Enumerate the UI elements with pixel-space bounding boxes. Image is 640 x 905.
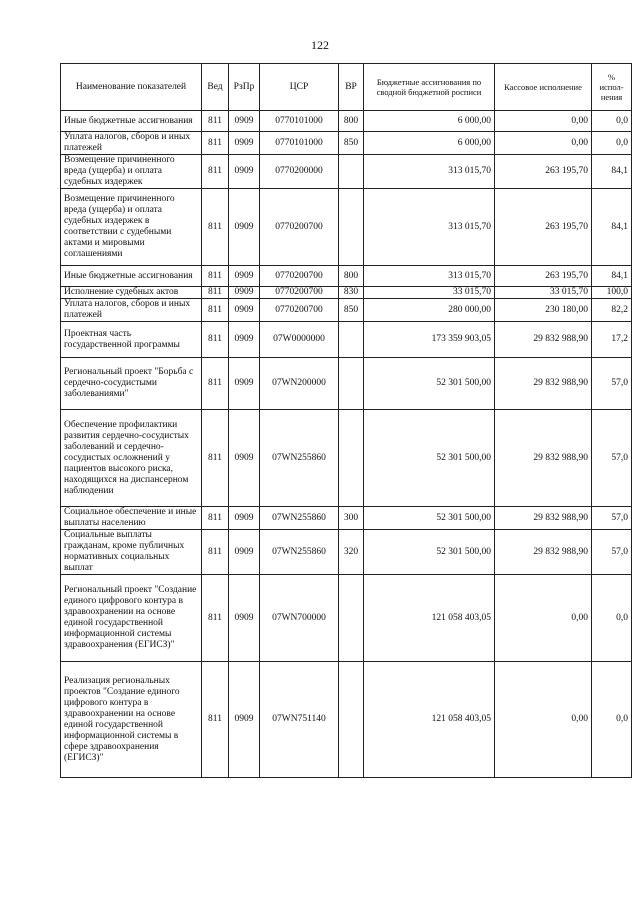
cell-vr — [339, 410, 364, 507]
cell-name: Региональный проект "Борьба с сердечно-сосудистыми заболеваниями" — [61, 358, 202, 410]
cell-pct: 0,0 — [592, 132, 632, 155]
table-row — [61, 507, 632, 530]
header-pct: % испол-нения — [592, 64, 632, 111]
cell-pct: 0,0 — [592, 111, 632, 132]
cell-csr: 0770101000 — [260, 111, 339, 132]
cell-csr: 0770200700 — [260, 189, 339, 266]
cell-pct: 84,1 — [592, 189, 632, 266]
table-row — [61, 358, 632, 410]
cell-csr: 0770200700 — [260, 299, 339, 322]
cell-name: Уплата налогов, сборов и иных платежей — [61, 132, 202, 155]
cell-cash: 29 832 988,90 — [495, 530, 592, 575]
cell-csr: 07WN751140 — [260, 662, 339, 778]
cell-cash: 263 195,70 — [495, 189, 592, 266]
cell-pct: 100,0 — [592, 287, 632, 299]
table-row — [61, 410, 632, 507]
cell-rzpr: 0909 — [229, 358, 260, 410]
table-row — [61, 287, 632, 299]
cell-vr — [339, 155, 364, 189]
cell-cash: 29 832 988,90 — [495, 507, 592, 530]
cell-pct: 57,0 — [592, 358, 632, 410]
header-ved: Вед — [202, 64, 229, 111]
cell-pct: 82,2 — [592, 299, 632, 322]
cell-budget: 33 015,70 — [364, 287, 495, 299]
cell-pct: 57,0 — [592, 410, 632, 507]
cell-name: Возмещение причиненного вреда (ущерба) и оплата судебных издержек в соответствии с судебными актами и мировыми соглашениями — [61, 189, 202, 266]
cell-ved: 811 — [202, 662, 229, 778]
table-row — [61, 322, 632, 358]
cell-pct: 57,0 — [592, 530, 632, 575]
cell-vr — [339, 662, 364, 778]
cell-ved: 811 — [202, 299, 229, 322]
cell-cash: 263 195,70 — [495, 266, 592, 287]
cell-pct: 0,0 — [592, 575, 632, 662]
cell-name: Реализация региональных проектов "Создание единого цифрового контура в здравоохранении на основе единой государственной информационной системы в сфере здравоохранения (ЕГИСЗ)" — [61, 662, 202, 778]
cell-cash: 263 195,70 — [495, 155, 592, 189]
cell-budget: 121 058 403,05 — [364, 575, 495, 662]
cell-name: Региональный проект "Создание единого цифрового контура в здравоохранении на основе единой государственной информационной системы здравоохранения (ЕГИСЗ)" — [61, 575, 202, 662]
cell-ved: 811 — [202, 358, 229, 410]
cell-rzpr: 0909 — [229, 287, 260, 299]
cell-budget: 52 301 500,00 — [364, 507, 495, 530]
header-budget: Бюджетные ассигнования по сводной бюджетной росписи — [364, 64, 495, 111]
cell-vr: 850 — [339, 299, 364, 322]
cell-vr: 850 — [339, 132, 364, 155]
cell-vr: 830 — [339, 287, 364, 299]
cell-rzpr: 0909 — [229, 111, 260, 132]
cell-ved: 811 — [202, 155, 229, 189]
table-row — [61, 662, 632, 778]
cell-ved: 811 — [202, 266, 229, 287]
header-rzpr: РзПр — [229, 64, 260, 111]
cell-pct: 57,0 — [592, 507, 632, 530]
cell-cash: 29 832 988,90 — [495, 410, 592, 507]
table-row — [61, 575, 632, 662]
cell-name: Иные бюджетные ассигнования — [61, 266, 202, 287]
cell-budget: 6 000,00 — [364, 111, 495, 132]
cell-cash: 0,00 — [495, 132, 592, 155]
cell-ved: 811 — [202, 111, 229, 132]
cell-name: Обеспечение профилактики развития сердечно-сосудистых заболеваний и сердечно-сосудистых осложнений у пациентов высокого риска, находящихся на диспансерном наблюдении — [61, 410, 202, 507]
cell-name: Исполнение судебных актов — [61, 287, 202, 299]
cell-rzpr: 0909 — [229, 530, 260, 575]
cell-rzpr: 0909 — [229, 662, 260, 778]
cell-csr: 07W0000000 — [260, 322, 339, 358]
cell-name: Иные бюджетные ассигнования — [61, 111, 202, 132]
cell-budget: 173 359 903,05 — [364, 322, 495, 358]
cell-csr: 07WN700000 — [260, 575, 339, 662]
cell-name: Социальные выплаты гражданам, кроме публичных нормативных социальных выплат — [61, 530, 202, 575]
cell-ved: 811 — [202, 575, 229, 662]
cell-ved: 811 — [202, 132, 229, 155]
cell-budget: 313 015,70 — [364, 155, 495, 189]
header-name: Наименование показателей — [61, 64, 202, 111]
cell-budget: 6 000,00 — [364, 132, 495, 155]
cell-vr — [339, 189, 364, 266]
cell-csr: 0770200000 — [260, 155, 339, 189]
table-row — [61, 111, 632, 132]
table-row — [61, 189, 632, 266]
cell-rzpr: 0909 — [229, 575, 260, 662]
table-header-row — [61, 64, 632, 111]
cell-cash: 29 832 988,90 — [495, 322, 592, 358]
cell-budget: 52 301 500,00 — [364, 358, 495, 410]
cell-csr: 07WN255860 — [260, 507, 339, 530]
budget-table — [60, 63, 632, 778]
cell-cash: 0,00 — [495, 575, 592, 662]
cell-vr: 800 — [339, 266, 364, 287]
cell-vr: 320 — [339, 530, 364, 575]
cell-vr — [339, 358, 364, 410]
page-number: 122 — [311, 38, 329, 52]
cell-pct: 84,1 — [592, 266, 632, 287]
cell-csr: 07WN255860 — [260, 410, 339, 507]
cell-pct: 17,2 — [592, 322, 632, 358]
cell-vr — [339, 322, 364, 358]
header-vr: ВР — [339, 64, 364, 111]
cell-rzpr: 0909 — [229, 132, 260, 155]
cell-budget: 121 058 403,05 — [364, 662, 495, 778]
table-body — [61, 111, 632, 778]
cell-rzpr: 0909 — [229, 266, 260, 287]
cell-budget: 52 301 500,00 — [364, 530, 495, 575]
cell-rzpr: 0909 — [229, 155, 260, 189]
cell-budget: 313 015,70 — [364, 266, 495, 287]
cell-ved: 811 — [202, 287, 229, 299]
cell-csr: 0770200700 — [260, 287, 339, 299]
cell-rzpr: 0909 — [229, 299, 260, 322]
cell-csr: 07WN200000 — [260, 358, 339, 410]
cell-pct: 0,0 — [592, 662, 632, 778]
cell-cash: 0,00 — [495, 662, 592, 778]
cell-budget: 313 015,70 — [364, 189, 495, 266]
cell-name: Проектная часть государственной программы — [61, 322, 202, 358]
table-row — [61, 132, 632, 155]
cell-cash: 29 832 988,90 — [495, 358, 592, 410]
cell-vr — [339, 575, 364, 662]
cell-budget: 52 301 500,00 — [364, 410, 495, 507]
cell-rzpr: 0909 — [229, 507, 260, 530]
cell-name: Возмещение причиненного вреда (ущерба) и оплата судебных издержек — [61, 155, 202, 189]
cell-csr: 0770200700 — [260, 266, 339, 287]
table-row — [61, 299, 632, 322]
cell-csr: 07WN255860 — [260, 530, 339, 575]
cell-ved: 811 — [202, 410, 229, 507]
cell-cash: 230 180,00 — [495, 299, 592, 322]
cell-vr: 300 — [339, 507, 364, 530]
cell-rzpr: 0909 — [229, 322, 260, 358]
cell-name: Социальное обеспечение и иные выплаты населению — [61, 507, 202, 530]
cell-ved: 811 — [202, 507, 229, 530]
cell-budget: 280 000,00 — [364, 299, 495, 322]
cell-pct: 84,1 — [592, 155, 632, 189]
cell-ved: 811 — [202, 530, 229, 575]
cell-cash: 0,00 — [495, 111, 592, 132]
table-row — [61, 266, 632, 287]
table-row — [61, 155, 632, 189]
header-csr: ЦСР — [260, 64, 339, 111]
cell-csr: 0770101000 — [260, 132, 339, 155]
cell-name: Уплата налогов, сборов и иных платежей — [61, 299, 202, 322]
header-cash: Кассовое исполнение — [495, 64, 592, 111]
cell-rzpr: 0909 — [229, 189, 260, 266]
cell-rzpr: 0909 — [229, 410, 260, 507]
cell-vr: 800 — [339, 111, 364, 132]
table-row — [61, 530, 632, 575]
cell-ved: 811 — [202, 322, 229, 358]
cell-cash: 33 015,70 — [495, 287, 592, 299]
cell-ved: 811 — [202, 189, 229, 266]
